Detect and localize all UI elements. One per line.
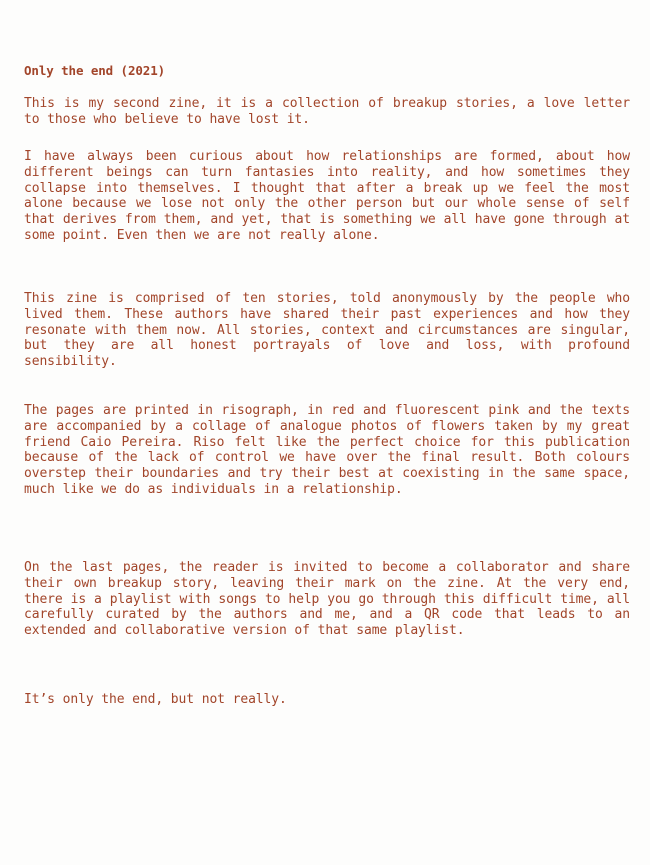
paragraph-collaboration: On the last pages, the reader is invited to become a collaborator and share their own breakup story, leaving their mark on the zine. At the very end, there is a playlist with songs to help you go through this difficult time, all carefully curated by the authors and me, and a QR code that leads to an extended and collaborative version of that same playlist. [24,560,630,639]
paragraph-relationships: I have always been curious about how relationships are formed, about how different beings can turn fantasies into reality, and how sometimes they collapse into themselves. I thought that after a break up we feel the most alone because we lose not only the other person but our whole sense of self that derives from them, and yet, that is something we all have gone through at some point. Even then we are not really alone. [24,149,630,243]
paragraph-closing: It’s only the end, but not really. [24,692,287,707]
page-title: Only the end (2021) [24,63,166,78]
paragraph-intro: This is my second zine, it is a collection of breakup stories, a love letter to those who believe to have lost it. [24,96,630,127]
paragraph-stories: This zine is comprised of ten stories, told anonymously by the people who lived them. These authors have shared their past experiences and how they resonate with them now. All stories, context and circumstances are singular, but they are all honest portrayals of love and loss, with profound sensibility. [24,291,630,370]
paragraph-printing: The pages are printed in risograph, in red and fluorescent pink and the texts are accompanied by a collage of analogue photos of flowers taken by my great friend Caio Pereira. Riso felt like the perfect choice for this publication because of the lack of control we have over the final result. Both colours overstep their boundaries and try their best at coexisting in the same space, much like we do as individuals in a relationship. [24,403,630,497]
